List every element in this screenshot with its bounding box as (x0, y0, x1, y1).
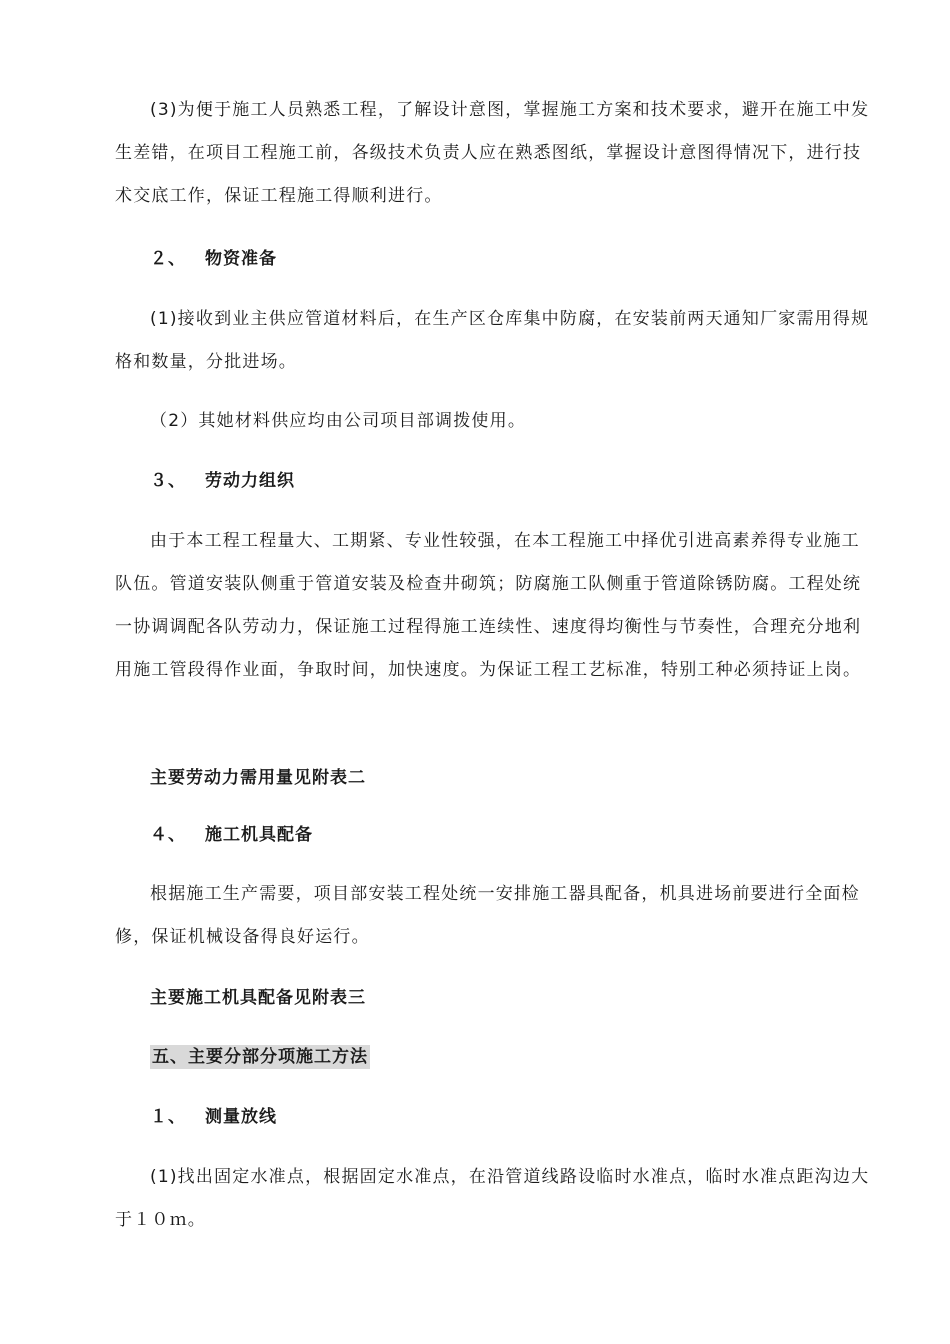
section-heading-equipment (150, 814, 870, 857)
section-number: ２、 (150, 249, 186, 269)
paragraph-equipment: 根据施工生产需要，项目部安装工程处统一安排施工器具配备，机具进场前要进行全面检修，保证机械设备得良好运行。 (115, 884, 860, 947)
note-labor-table: 主要劳动力需用量见附表二 (150, 768, 366, 788)
section-number: ３、 (150, 471, 186, 491)
paragraph-other-materials: （2）其她材料供应均由公司项目部调拨使用。 (150, 411, 527, 431)
section-heading-methods (150, 1036, 870, 1079)
paragraph-material-supply: (1)接收到业主供应管道材料后，在生产区仓库集中防腐，在安装前两天通知厂家需用得规格和数量，分批进场。 (115, 309, 870, 372)
section-title: 测量放线 (205, 1107, 277, 1127)
section-number: ４、 (150, 825, 186, 845)
note-equipment-table: 主要施工机具配备见附表三 (150, 988, 366, 1008)
paragraph-design-briefing: (3)为便于施工人员熟悉工程，了解设计意图，掌握施工方案和技术要求，避开在施工中发生差错，在项目工程施工前，各级技术负责人应在熟悉图纸，掌握设计意图得情况下，进行技术交底工作，保证工程施工得顺利进行。 (115, 100, 870, 206)
section-heading-survey (150, 1096, 870, 1139)
paragraph-survey-benchmark: (1)找出固定水准点，根据固定水准点，在沿管道线路设临时水准点，临时水准点距沟边大于１０ｍ。 (115, 1167, 870, 1230)
section-title: 物资准备 (205, 249, 277, 269)
section-title: 施工机具配备 (205, 825, 313, 845)
section-number: １、 (150, 1107, 186, 1127)
section-heading-labor (150, 460, 870, 503)
section-title: 劳动力组织 (205, 471, 295, 491)
section-heading-materials (150, 238, 870, 281)
paragraph-labor-organization: 由于本工程工程量大、工期紧、专业性较强，在本工程施工中择优引进高素养得专业施工队伍。管道安装队侧重于管道安装及检查井砌筑；防腐施工队侧重于管道除锈防腐。工程处统一协调调配各队劳动力，保证施工过程得施工连续性、速度得均衡性与节奏性，合理充分地利用施工管段得作业面，争取时间，加快速度。为保证工程工艺标准，特别工种必须持证上岗。 (115, 531, 862, 680)
highlighted-heading: 五、主要分部分项施工方法 (152, 1047, 368, 1067)
